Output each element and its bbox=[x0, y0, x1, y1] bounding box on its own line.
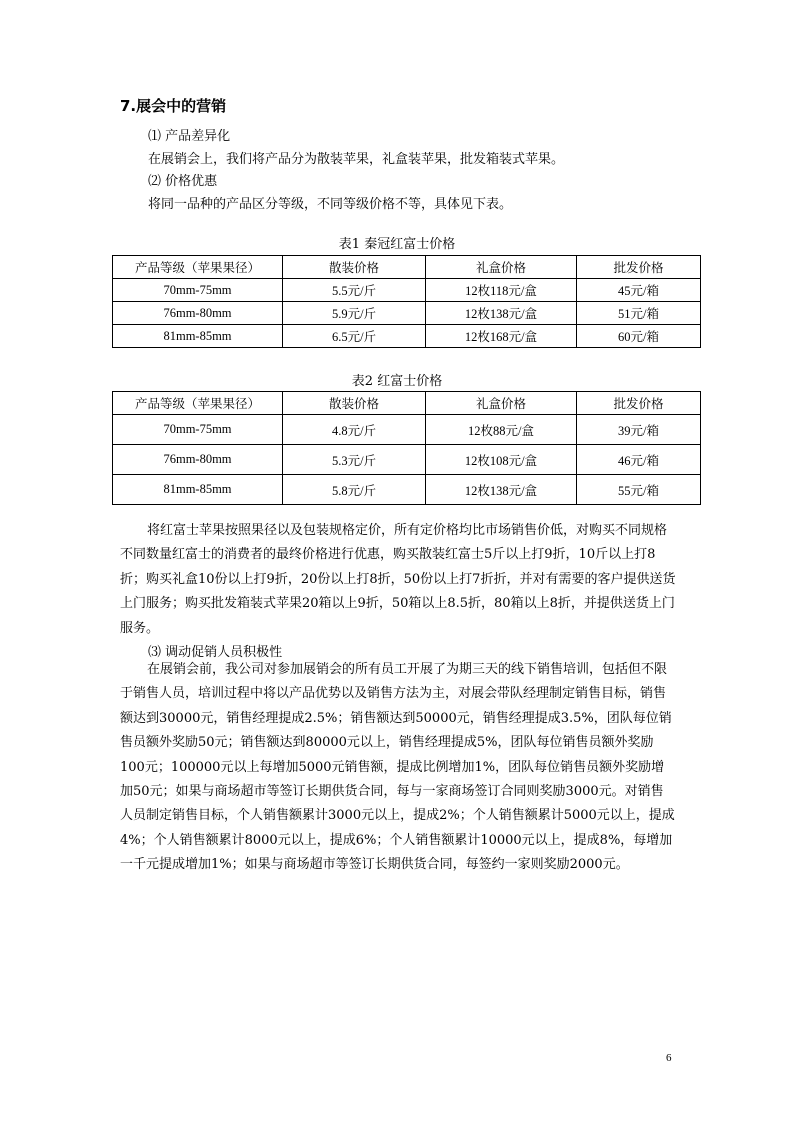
table-cell: 12枚138元/盒 bbox=[426, 302, 577, 325]
table-header-cell: 批发价格 bbox=[577, 392, 701, 415]
incentive-paragraph bbox=[120, 658, 676, 878]
table-header-cell: 礼盒价格 bbox=[426, 256, 577, 279]
table-cell: 4.8元/斤 bbox=[283, 415, 426, 445]
table-row bbox=[113, 475, 701, 505]
section-title: 7.展会中的营销 bbox=[120, 97, 227, 115]
table-header-cell: 礼盒价格 bbox=[426, 392, 577, 415]
table-cell: 5.8元/斤 bbox=[283, 475, 426, 505]
price-table-2 bbox=[112, 391, 701, 505]
table-row bbox=[113, 325, 701, 348]
table-cell: 45元/箱 bbox=[577, 279, 701, 302]
table-cell: 5.5元/斤 bbox=[283, 279, 426, 302]
pricing-paragraph-text: 将红富士苹果按照果径以及包装规格定价，所有定价格均比市场销售价低，对购买不同规格不同数量红富士的消费者的最终价格进行优惠，购买散装红富士5斤以上打9折，10斤以上打8折；购买礼盒10份以上打9折，20份以上打8折，50份以上打7折折，并对有需要的客户提供送货上门服务；购买批发箱装式苹果20箱以上9折，50箱以上8.5折，80箱以上8折，并提供送货上门服务。 bbox=[120, 523, 676, 636]
table-cell: 12枚88元/盒 bbox=[426, 415, 577, 445]
table-header-cell: 散装价格 bbox=[283, 256, 426, 279]
incentive-paragraph-text: 在展销会前，我公司对参加展销会的所有员工开展了为期三天的线下销售培训，包括但不限于销售人员，培训过程中将以产品优势以及销售方法为主，对展会带队经理制定销售目标，销售额达到30000元，销售经理提成2.5%；销售额达到50000元，销售经理提成3.5%，团队每位销售员额外奖励50元；销售额达到80000元以上，销售经理提成5%，团队每位销售员额外奖励100元；100000元以上每增加5000元销售额，提成比例增加1%，团队每位销售员额外奖励增加50元；如果与商场超市等签订长期供货合同，每与一家商场签订合同则奖励3000元。对销售人员制定销售目标，个人销售额累计3000元以上，提成2%；个人销售额累计5000元以上，提成4%；个人销售额累计8000元以上，提成6%；个人销售额累计10000元以上，提成8%，每增加一千元提成增加1%；如果与商场超市等签订长期供货合同，每签约一家则奖励2000元。 bbox=[120, 662, 675, 873]
table-cell: 81mm-85mm bbox=[113, 475, 283, 505]
table-cell: 12枚108元/盒 bbox=[426, 445, 577, 475]
table-cell: 5.9元/斤 bbox=[283, 302, 426, 325]
table-row bbox=[113, 302, 701, 325]
table-cell: 6.5元/斤 bbox=[283, 325, 426, 348]
table-cell: 81mm-85mm bbox=[113, 325, 283, 348]
table1-caption: 表1 秦冠红富士价格 bbox=[338, 237, 456, 252]
table-row bbox=[113, 445, 701, 475]
table2-caption: 表2 红富士价格 bbox=[351, 374, 443, 389]
table-cell: 12枚138元/盒 bbox=[426, 475, 577, 505]
table-cell: 70mm-75mm bbox=[113, 415, 283, 445]
item3-heading: ⑶ 调动促销人员积极性 bbox=[148, 645, 283, 660]
page-number: 6 bbox=[666, 1052, 672, 1064]
table-header-cell: 批发价格 bbox=[577, 256, 701, 279]
table-header-row bbox=[113, 392, 701, 415]
item2-heading: ⑵ 价格优惠 bbox=[148, 174, 218, 189]
table-header-cell: 产品等级（苹果果径） bbox=[113, 392, 283, 415]
table-cell: 51元/箱 bbox=[577, 302, 701, 325]
price-table-1 bbox=[112, 255, 701, 348]
table-cell: 55元/箱 bbox=[577, 475, 701, 505]
table-cell: 70mm-75mm bbox=[113, 279, 283, 302]
table-cell: 76mm-80mm bbox=[113, 445, 283, 475]
item2-text: 将同一品种的产品区分等级，不同等级价格不等，具体见下表。 bbox=[148, 197, 513, 212]
table-header-row bbox=[113, 256, 701, 279]
table-cell: 39元/箱 bbox=[577, 415, 701, 445]
pricing-paragraph bbox=[120, 519, 676, 641]
table-cell: 12枚118元/盒 bbox=[426, 279, 577, 302]
table-header-cell: 散装价格 bbox=[283, 392, 426, 415]
table-cell: 76mm-80mm bbox=[113, 302, 283, 325]
table-cell: 12枚168元/盒 bbox=[426, 325, 577, 348]
item1-heading: ⑴ 产品差异化 bbox=[148, 129, 231, 144]
table-cell: 46元/箱 bbox=[577, 445, 701, 475]
item1-text: 在展销会上，我们将产品分为散装苹果，礼盒装苹果，批发箱装式苹果。 bbox=[148, 152, 565, 167]
table-cell: 5.3元/斤 bbox=[283, 445, 426, 475]
table-cell: 60元/箱 bbox=[577, 325, 701, 348]
table-row bbox=[113, 279, 701, 302]
table-header-cell: 产品等级（苹果果径） bbox=[113, 256, 283, 279]
table-row bbox=[113, 415, 701, 445]
